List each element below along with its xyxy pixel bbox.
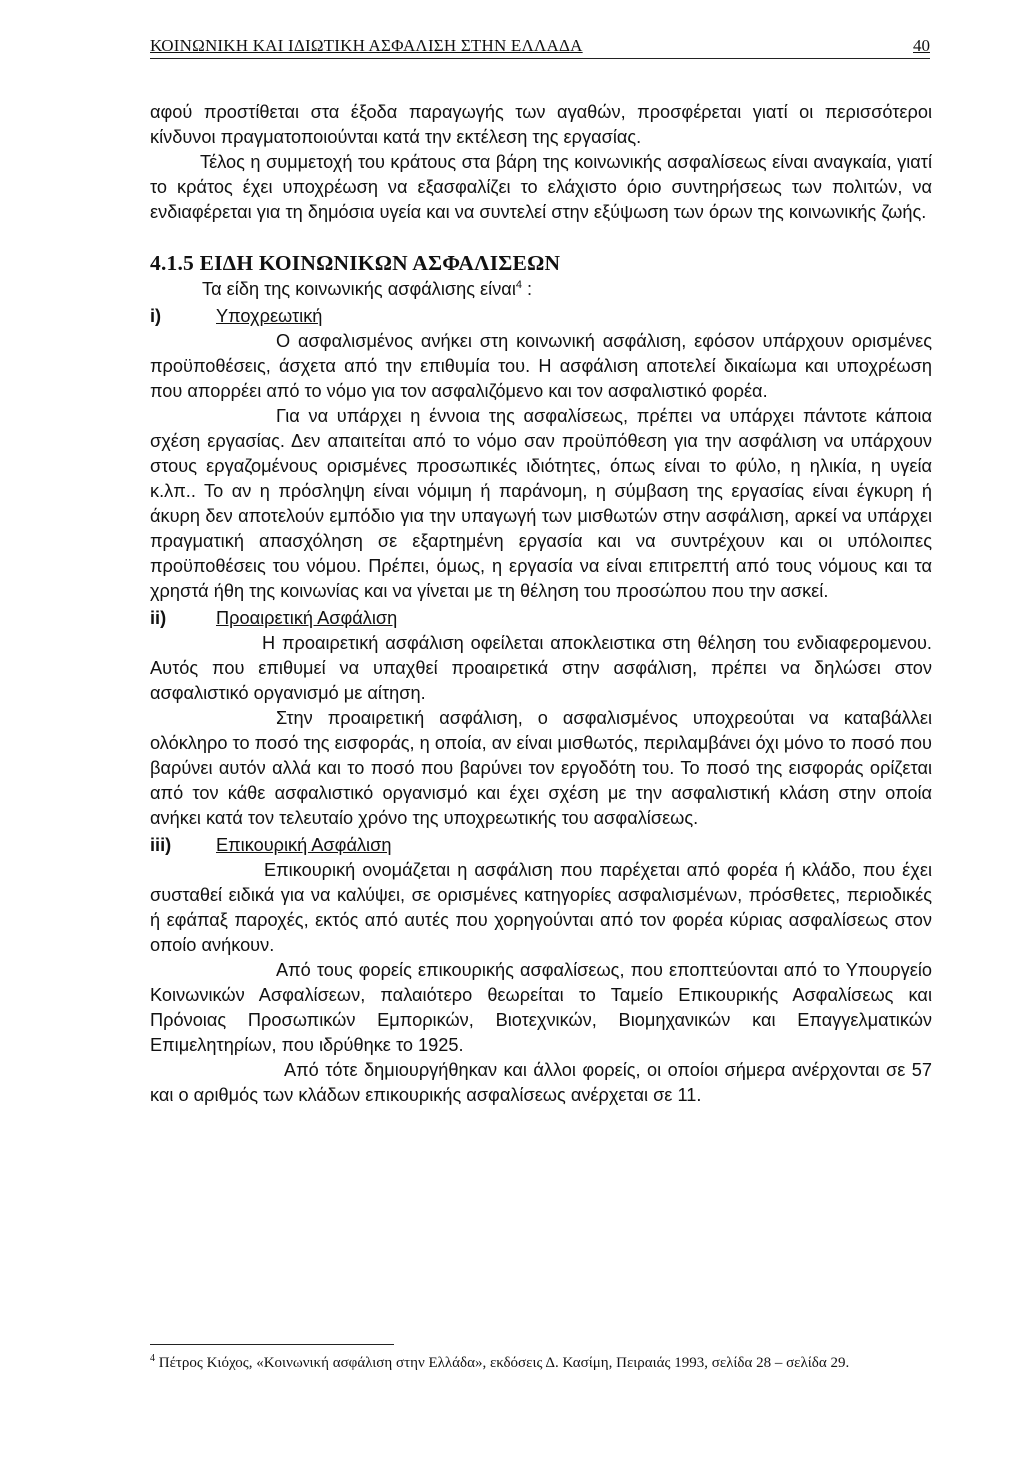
- list-item-supplementary: [150, 833, 932, 1108]
- list-item-paragraph: Ο ασφαλισμένος ανήκει στη κοινωνική ασφάλιση, εφόσον υπάρχουν ορισμένες προϋποθέσεις, άσχετα από την επιθυμία του. Η ασφάλιση αποτελεί δικαίωμα και υποχρέωση που απορρέει από το νόμο για τον ασφαλιζόμενο και τον ασφαλιστικό φορέα.: [150, 331, 932, 401]
- list-item-paragraph: Από τους φορείς επικουρικής ασφαλίσεως, που εποπτεύονται από το Υπουργείο Κοινωνικών Ασφαλίσεων, παλαιότερο θεωρείται το Ταμείο Επικουρικής Ασφαλίσεως και Πρόνοιας Προσωπικών Εμπορικών, Βιοτεχνικών, Βιομηχανικών και Επαγγελματικών Επιμελητηρίων, που ιδρύθηκε το 1925.: [150, 960, 932, 1055]
- page-number: 40: [913, 36, 930, 55]
- list-item-marker: iii): [150, 835, 172, 855]
- list-item-marker: i): [150, 306, 162, 326]
- list-item-heading: [150, 606, 932, 631]
- list-item-heading: [150, 304, 932, 329]
- footnote-separator: [150, 1344, 394, 1345]
- section-heading: 4.1.5 ΕΙΔΗ ΚΟΙΝΩΝΙΚΩΝ ΑΣΦΑΛΙΣΕΩΝ: [150, 251, 561, 275]
- section-intro-text: Τα είδη της κοινωνικής ασφάλισης είναι: [202, 279, 516, 299]
- running-header: [150, 32, 930, 59]
- list-item-body: [150, 329, 932, 604]
- list-item-label: Προαιρετική Ασφάλιση: [216, 608, 398, 628]
- section-intro: [150, 277, 932, 302]
- footnote-text: Πέτρος Κιόχος, «Κοινωνική ασφάλιση στην Ελλάδα», εκδόσεις Δ. Κασίμη, Πειραιάς 1993, σελίδα 28 – σελίδα 29.: [158, 1355, 850, 1371]
- list-item-label: Υποχρεωτική: [216, 306, 323, 326]
- list-item-paragraph: Για να υπάρχει η έννοια της ασφαλίσεως, πρέπει να υπάρχει πάντοτε κάποια σχέση εργασίας. Δεν απαιτείται από το νόμο σαν προϋπόθεση για την ασφάλιση να υπάρχουν στους εργαζομένους ορισμένες προσωπικές ιδιότητες, όπως είναι το φύλο, η ηλικία, η υγεία κ.λπ.. Το αν η πρόσληψη είναι νόμιμη ή παράνομη, η σύμβαση της εργασίας είναι έγκυρη ή άκυρη δεν αποτελούν εμπόδιο για την υπαγωγή των μισθωτών στην ασφάλιση, αρκεί να υπάρχει πραγματική απασχόληση σε εξαρτημένη εργασία και να συντρέχουν και οι υπόλοιπες προϋποθέσεις του νόμου. Πρέπει, όμως, η εργασία να είναι επιτρεπτή από τους νόμους και τα χρηστά ήθη της κοινωνίας και να γίνεται με τη θέληση του προσώπου που την ασκεί.: [150, 406, 932, 601]
- paragraph-intro-1: αφού προστίθεται στα έξοδα παραγωγής των αγαθών, προσφέρεται γιατί οι περισσότεροι κίνδυνοι πραγματοποιούνται κατά την εκτέλεση της εργασίας.: [150, 102, 932, 147]
- list-item-paragraph: Η προαιρετική ασφάλιση οφείλεται αποκλειστικα στη θέληση του ενδιαφερομενου. Αυτός που επιθυμεί να υπαχθεί προαιρετικά στην ασφάλιση, πρέπει να δηλώσει στον ασφαλιστικό οργανισμό με αίτηση.: [150, 633, 932, 703]
- list-item-marker: ii): [150, 608, 167, 628]
- list-item-optional: [150, 606, 932, 831]
- footnote-ref: 4: [515, 278, 522, 291]
- list-item-paragraph: Επικουρική ονομάζεται η ασφάλιση που παρέχεται από φορέα ή κλάδο, που έχει συσταθεί ειδικά για να καλύψει, σε ορισμένες κατηγορίες ασφαλισμένων, πρόσθετες, περιοδικές ή εφάπαξ παροχές, εκτός από αυτές που χορηγούνται από τον φορέα κύριας ασφαλίσεως στον οποίο ανήκουν.: [150, 860, 932, 955]
- footnote: [150, 1353, 932, 1373]
- section-intro-tail: :: [521, 279, 533, 299]
- list-item-body: [150, 631, 932, 831]
- footnote-number: 4: [150, 1353, 155, 1364]
- running-header-title: ΚΟΙΝΩΝΙΚΗ ΚΑΙ ΙΔΙΩΤΙΚΗ ΑΣΦΑΛΙΣΗ ΣΤΗΝ ΕΛΛΑΔΑ: [150, 36, 583, 55]
- list-item-paragraph: Στην προαιρετική ασφάλιση, ο ασφαλισμένος υποχρεούται να καταβάλλει ολόκληρο το ποσό της εισφοράς, η οποία, αν είναι μισθωτός, περιλαμβάνει όχι μόνο το ποσό που βαρύνει αυτόν αλλά και το ποσό που βαρύνει τον εργοδότη του. Το ποσό της εισφοράς ορίζεται από τον κάθε ασφαλιστικό οργανισμό και έχει σχέση με την ασφαλιστική κλάση στην οποία ανήκει κατά τον τελευταίο χρόνο της υποχρεωτικής του ασφαλίσεως.: [150, 708, 932, 828]
- paragraph-intro-2: Τέλος η συμμετοχή του κράτους στα βάρη της κοινωνικής ασφαλίσεως είναι αναγκαία, γιατί το κράτος έχει υποχρέωση να εξασφαλίζει το ελάχιστο όριο συντηρήσεως των πολιτών, να ενδιαφέρεται για τη δημόσια υγεία και να συντελεί στην εξύψωση των όρων της κοινωνικής ζωής.: [150, 152, 932, 222]
- list-item-body: [150, 858, 932, 1108]
- body-text: [150, 100, 932, 1108]
- list-item-mandatory: [150, 304, 932, 604]
- list-item-heading: [150, 833, 932, 858]
- list-item-paragraph: Από τότε δημιουργήθηκαν και άλλοι φορείς, οι οποίοι σήμερα ανέρχονται σε 57 και ο αριθμός των κλάδων επικουρικής ασφαλίσεως ανέρχεται σε 11.: [150, 1060, 932, 1105]
- list-item-label: Επικουρική Ασφάλιση: [216, 835, 392, 855]
